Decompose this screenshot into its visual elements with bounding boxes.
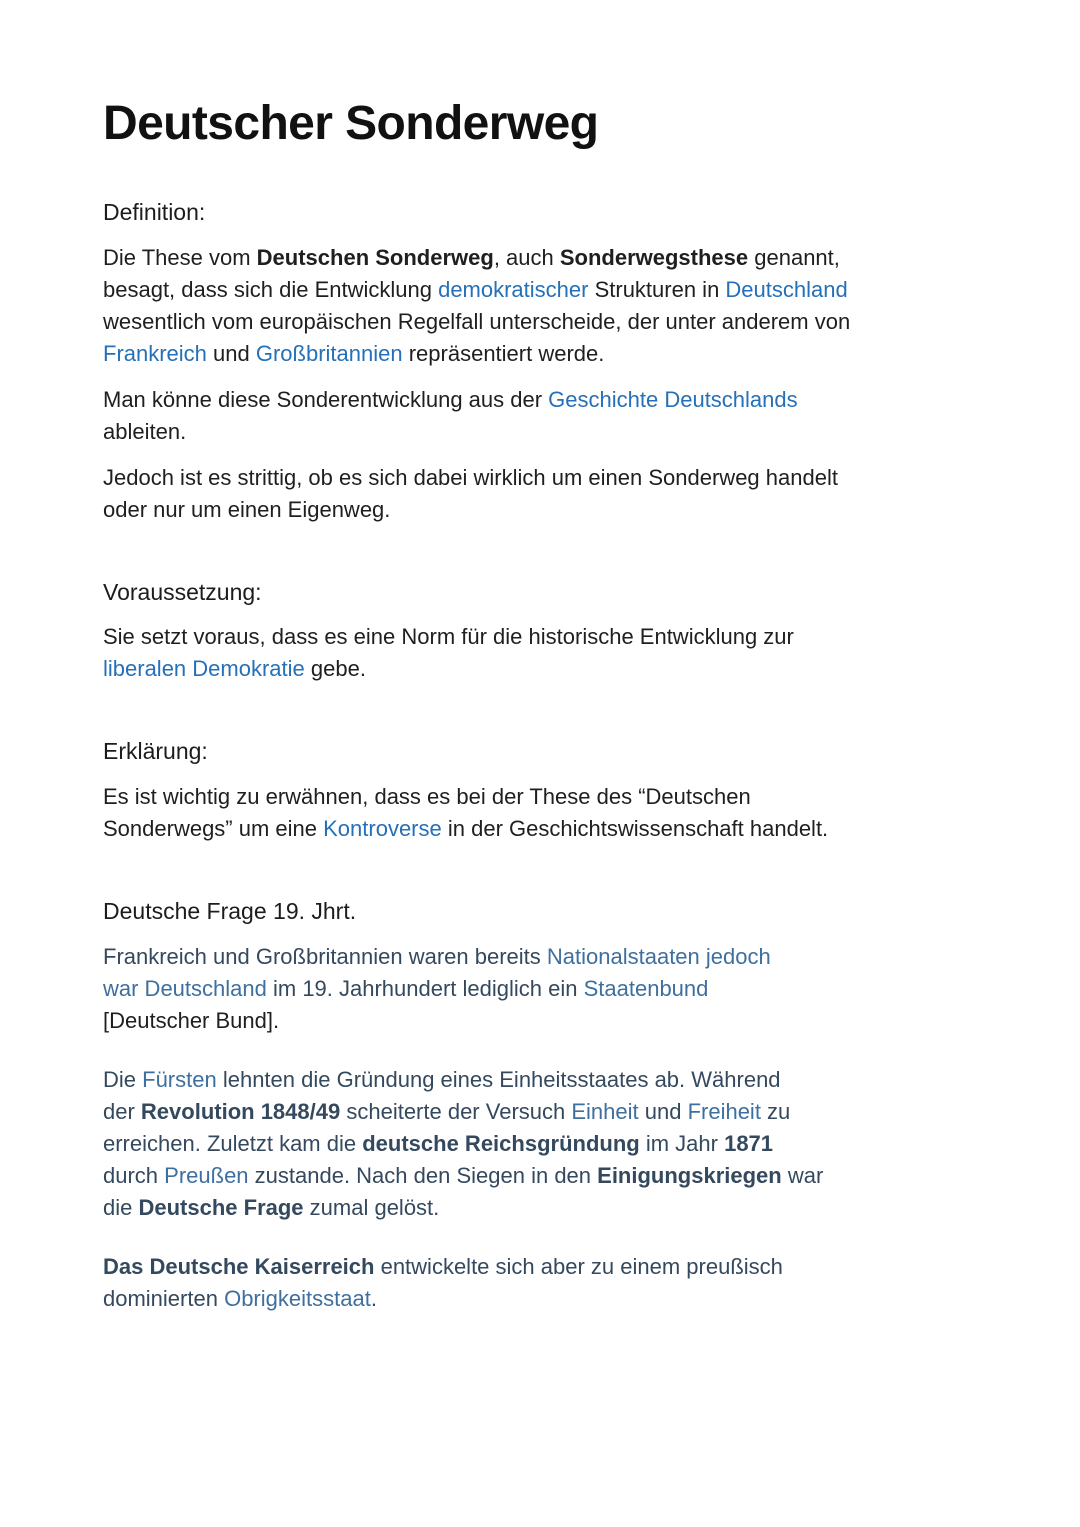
text-span: und (638, 1098, 688, 1124)
text-span: Sonderwegsthese (559, 244, 749, 270)
text-span: Einigungskriegen (597, 1162, 782, 1188)
text-line (103, 1192, 980, 1224)
text-line (103, 1128, 980, 1160)
inline-link[interactable]: liberalen Demokratie (103, 656, 305, 682)
text-span: ableiten. (103, 418, 187, 444)
sections-container (103, 198, 980, 1315)
text-line (103, 1283, 980, 1315)
text-span: [Deutscher Bund]. (103, 1007, 280, 1033)
page-title: Deutscher Sonderweg (103, 97, 599, 150)
text-span: Jedoch ist es strittig, ob es sich dabei wirklich um einen Sonderweg handelt (103, 464, 838, 490)
inline-link[interactable]: Obrigkeitsstaat (224, 1285, 371, 1311)
inline-link[interactable]: Frankreich (103, 340, 207, 366)
inline-link[interactable]: Nationalstaaten jedoch (546, 943, 771, 969)
text-span: 1871 (724, 1130, 774, 1156)
text-span: Strukturen in (588, 276, 726, 302)
text-line (103, 813, 980, 845)
text-line (103, 653, 980, 685)
text-line (103, 1251, 980, 1283)
inline-link[interactable]: Großbritannien (255, 340, 403, 366)
text-span: durch (103, 1162, 165, 1188)
text-line (103, 462, 980, 494)
inline-link[interactable]: demokratischer (438, 276, 589, 302)
inline-link[interactable]: Freiheit (687, 1098, 761, 1124)
text-span: Deutschen Sonderweg (256, 244, 494, 270)
paragraph (103, 1064, 980, 1224)
paragraph (103, 384, 980, 448)
paragraph (103, 1251, 980, 1315)
text-span: und (206, 340, 256, 366)
text-span: war (781, 1162, 824, 1188)
paragraph (103, 462, 980, 526)
section-heading-erklaerung: Erklärung: (103, 738, 208, 765)
section-erklaerung (103, 737, 980, 845)
text-line (103, 242, 980, 274)
text-span: Sie setzt voraus, dass es eine Norm für die historische Entwicklung zur (103, 624, 794, 650)
text-line (103, 1160, 980, 1192)
text-span: Es ist wichtig zu erwähnen, dass es bei der These des “Deutschen (103, 784, 751, 810)
text-span: . (370, 1285, 377, 1311)
text-span: Die These vom (103, 244, 257, 270)
inline-link[interactable]: Geschichte Deutschlands (548, 386, 798, 412)
text-line (103, 306, 980, 338)
text-span: zu (760, 1098, 791, 1124)
text-line (103, 973, 980, 1005)
text-span: im Jahr (639, 1130, 725, 1156)
text-span: Man könne diese Sonderentwicklung aus der (103, 386, 549, 412)
text-line (103, 1064, 980, 1096)
text-span: besagt, dass sich die Entwicklung (103, 276, 439, 302)
paragraph (103, 242, 980, 370)
section-heading-voraussetzung: Voraussetzung: (103, 578, 262, 605)
inline-link[interactable]: Einheit (571, 1098, 639, 1124)
text-span: scheiterte der Versuch (340, 1098, 572, 1124)
text-span: der (103, 1098, 141, 1124)
text-span: gebe. (304, 656, 366, 682)
text-span: Die (103, 1066, 143, 1092)
text-span: Frankreich und Großbritannien waren bereits (103, 943, 547, 969)
section-heading-definition: Definition: (103, 198, 206, 225)
text-span: entwickelte sich aber zu einem preußisch (374, 1253, 783, 1279)
text-span: in der Geschichtswissenschaft handelt. (441, 816, 829, 842)
text-span: lehnten die Gründung eines Einheitsstaates ab. Während (216, 1066, 781, 1092)
text-line (103, 621, 980, 653)
text-span: Deutsche Frage (138, 1194, 304, 1220)
text-line (103, 941, 980, 973)
text-span: Revolution 1848/49 (140, 1098, 341, 1124)
text-span: die (103, 1194, 139, 1220)
text-line (103, 1096, 980, 1128)
paragraph (103, 781, 980, 845)
inline-link[interactable]: Deutschland (725, 276, 848, 302)
text-line (103, 781, 980, 813)
text-span: repräsentiert werde. (402, 340, 605, 366)
text-line (103, 338, 980, 370)
text-span: Das Deutsche Kaiserreich (103, 1253, 375, 1279)
text-span: zumal gelöst. (303, 1194, 440, 1220)
text-span: Sonderwegs” um eine (103, 816, 324, 842)
text-line (103, 384, 980, 416)
text-span: deutsche Reichsgründung (362, 1130, 640, 1156)
text-span: wesentlich vom europäischen Regelfall unterscheide, der unter anderem von (103, 308, 851, 334)
text-span: im 19. Jahrhundert lediglich ein (266, 975, 584, 1001)
inline-link[interactable]: Preußen (164, 1162, 249, 1188)
text-line (103, 1005, 980, 1037)
paragraph (103, 621, 980, 685)
inline-link[interactable]: Kontroverse (323, 816, 442, 842)
text-span: , auch (493, 244, 560, 270)
section-definition (103, 198, 980, 526)
section-voraussetzung (103, 578, 980, 686)
text-span: oder nur um einen Eigenweg. (103, 496, 391, 522)
text-span: zustande. Nach den Siegen in den (248, 1162, 598, 1188)
section-deutsche-frage (103, 897, 980, 1315)
text-line (103, 274, 980, 306)
paragraph (103, 941, 980, 1037)
text-span: genannt, (748, 244, 840, 270)
inline-link[interactable]: Staatenbund (583, 975, 709, 1001)
text-line (103, 416, 980, 448)
text-span: erreichen. Zuletzt kam die (103, 1130, 363, 1156)
section-heading-deutsche-frage: Deutsche Frage 19. Jhrt. (103, 898, 357, 925)
inline-link[interactable]: war Deutschland (103, 975, 267, 1001)
text-span: dominierten (103, 1285, 225, 1311)
inline-link[interactable]: Fürsten (142, 1066, 217, 1092)
text-line (103, 494, 980, 526)
